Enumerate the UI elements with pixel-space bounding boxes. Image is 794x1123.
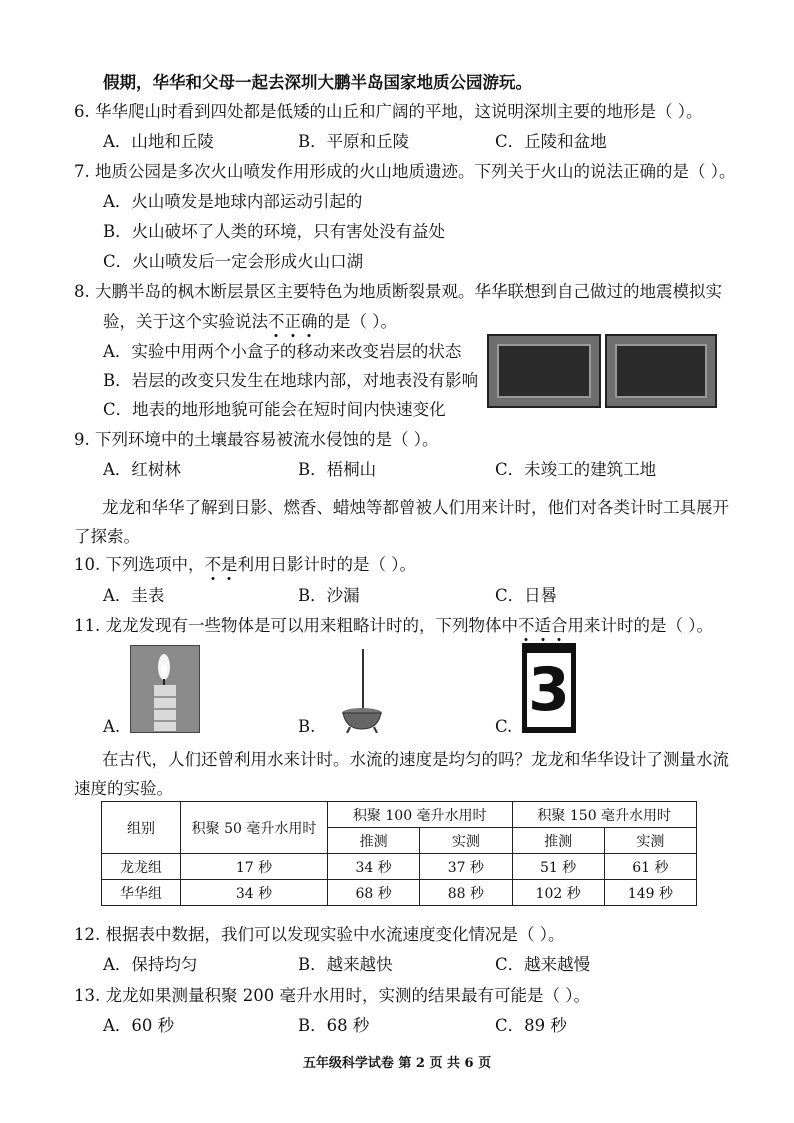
intro-text: 假期，华华和父母一起去深圳大鹏半岛国家地质公园游玩。 bbox=[103, 73, 532, 92]
header-group: 组别 bbox=[102, 802, 181, 854]
q12-stem: 12. 根据表中数据，我们可以发现实验中水流速度变化情况是（ ）。 bbox=[74, 925, 565, 944]
header-100-predict: 推测 bbox=[328, 828, 420, 854]
table-row bbox=[102, 880, 697, 906]
q11-option-c[interactable]: C. bbox=[495, 717, 513, 736]
cell-group: 龙龙组 bbox=[102, 854, 181, 880]
q10-option-c[interactable]: C．日晷 bbox=[495, 586, 558, 605]
cell-p150: 102 秒 bbox=[512, 880, 604, 906]
q10-option-a[interactable]: A．圭表 bbox=[103, 586, 165, 605]
number-card-image bbox=[522, 643, 576, 733]
q11-option-b[interactable]: B. bbox=[298, 717, 316, 736]
q6-option-a[interactable]: A．山地和丘陵 bbox=[103, 132, 214, 151]
q13-option-a[interactable]: A．60 秒 bbox=[103, 1016, 175, 1035]
q12-option-a[interactable]: A．保持均匀 bbox=[103, 955, 198, 974]
passage-water-clock: 在古代，人们还曾利用水来计时。水流的速度是均匀的吗？龙龙和华华设计了测量水流速度的实验。 bbox=[74, 750, 729, 798]
q8-experiment-photo-2 bbox=[605, 334, 717, 408]
cell-a150: 149 秒 bbox=[604, 880, 696, 906]
q11-stem: 11. 龙龙发现有一些物体是可以用来粗略计时的，下列物体中不适合用来计时的是（ ）。 bbox=[74, 616, 713, 635]
header-150ml: 积聚 150 毫升水用时 bbox=[512, 802, 697, 828]
q7-option-c[interactable]: C．火山喷发后一定会形成火山口湖 bbox=[103, 252, 364, 271]
cell-a100: 37 秒 bbox=[420, 854, 512, 880]
candle-image bbox=[130, 645, 200, 733]
header-100ml: 积聚 100 毫升水用时 bbox=[328, 802, 513, 828]
cell-p100: 34 秒 bbox=[328, 854, 420, 880]
cell-t50: 34 秒 bbox=[181, 880, 328, 906]
q13-stem: 13. 龙龙如果测量积聚 200 毫升水用时，实测的结果最有可能是（ ）。 bbox=[74, 986, 590, 1005]
water-flow-table bbox=[101, 801, 697, 906]
q6-stem: 6. 华华爬山时看到四处都是低矮的山丘和广阔的平地，这说明深圳主要的地形是（ ）。 bbox=[74, 102, 703, 121]
incense-burner-image bbox=[332, 645, 392, 733]
q7-option-b[interactable]: B．火山破坏了人类的环境，只有害处没有益处 bbox=[103, 222, 446, 241]
q8-stem-line2: 验，关于这个实验说法不正确的是（ ）。 bbox=[103, 312, 397, 331]
q12-option-b[interactable]: B．越来越快 bbox=[298, 955, 393, 974]
q7-stem: 7. 地质公园是多次火山喷发作用形成的火山地质遗迹。下列关于火山的说法正确的是（ ）。 bbox=[74, 162, 736, 181]
q9-option-b[interactable]: B．梧桐山 bbox=[298, 460, 377, 479]
q12-option-c[interactable]: C．越来越慢 bbox=[495, 955, 591, 974]
q9-option-a[interactable]: A．红树林 bbox=[103, 460, 181, 479]
header-150-predict: 推测 bbox=[512, 828, 604, 854]
q6-option-b[interactable]: B．平原和丘陵 bbox=[298, 132, 410, 151]
q10-option-b[interactable]: B．沙漏 bbox=[298, 586, 360, 605]
q7-option-a[interactable]: A．火山喷发是地球内部运动引起的 bbox=[103, 192, 363, 211]
q13-option-c[interactable]: C．89 秒 bbox=[495, 1016, 567, 1035]
passage-timekeeping: 龙龙和华华了解到日影、燃香、蜡烛等都曾被人们用来计时，他们对各类计时工具展开了探索。 bbox=[74, 498, 729, 546]
q10-stem: 10. 下列选项中，不是利用日影计时的是（ ）。 bbox=[74, 555, 416, 574]
q8-stem-line1: 8. 大鹏半岛的枫木断层景区主要特色为地质断裂景观。华华联想到自己做过的地震模拟实 bbox=[74, 282, 722, 301]
q13-option-b[interactable]: B．68 秒 bbox=[298, 1016, 370, 1035]
q9-option-c[interactable]: C．未竣工的建筑工地 bbox=[495, 460, 657, 479]
q9-stem: 9. 下列环境中的土壤最容易被流水侵蚀的是（ ）。 bbox=[74, 430, 439, 449]
q8-option-b[interactable]: B．岩层的改变只发生在地球内部，对地表没有影响 bbox=[103, 371, 479, 390]
table-row bbox=[102, 854, 697, 880]
cell-a100: 88 秒 bbox=[420, 880, 512, 906]
q8-option-c[interactable]: C．地表的地形地貌可能会在短时间内快速变化 bbox=[103, 400, 446, 419]
header-150-actual: 实测 bbox=[604, 828, 696, 854]
q8-option-a[interactable]: A．实验中用两个小盒子的移动来改变岩层的状态 bbox=[103, 342, 462, 361]
q8-experiment-photo-1 bbox=[487, 334, 601, 408]
cell-t50: 17 秒 bbox=[181, 854, 328, 880]
page-footer: 五年级科学试卷 第 2 页 共 6 页 bbox=[302, 1056, 492, 1071]
cell-p150: 51 秒 bbox=[512, 854, 604, 880]
number-card-digit: 3 bbox=[528, 655, 570, 725]
q6-option-c[interactable]: C．丘陵和盆地 bbox=[495, 132, 607, 151]
cell-group: 华华组 bbox=[102, 880, 181, 906]
cell-a150: 61 秒 bbox=[604, 854, 696, 880]
cell-p100: 68 秒 bbox=[328, 880, 420, 906]
q11-option-a[interactable]: A. bbox=[103, 717, 121, 736]
header-100-actual: 实测 bbox=[420, 828, 512, 854]
header-50ml: 积聚 50 毫升水用时 bbox=[181, 802, 328, 854]
